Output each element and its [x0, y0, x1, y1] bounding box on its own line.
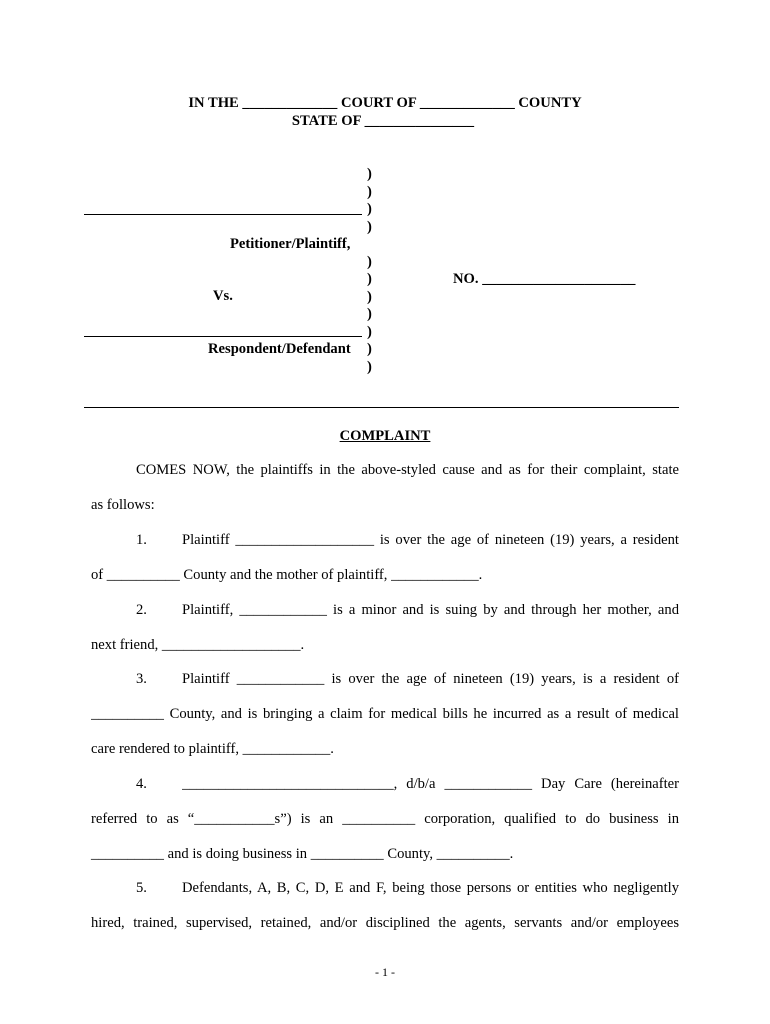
- paragraph-4-line-2: referred to as “___________s”) is an __________ corporation, qualified to do business in: [91, 811, 679, 827]
- state-heading: STATE OF _______________: [291, 113, 475, 129]
- paragraph-4-line-1: _____________________________, d/b/a ____________ Day Care (hereinafter: [182, 776, 679, 792]
- paragraph-number: 1.: [136, 532, 147, 548]
- court-heading: IN THE _____________ COURT OF _____________ COUNTY: [188, 95, 582, 111]
- paragraph-number: 5.: [136, 880, 147, 896]
- respondent-label: Respondent/Defendant: [208, 341, 351, 357]
- petitioner-name-line: [84, 214, 362, 215]
- paragraph-number: 4.: [136, 776, 147, 792]
- page-number: - 1 -: [375, 965, 395, 979]
- paragraph-3-line-2: __________ County, and is bringing a claim for medical bills he incurred as a result of medical: [91, 706, 679, 722]
- paragraph-2-line-1: Plaintiff, ____________ is a minor and is suing by and through her mother, and: [182, 602, 679, 618]
- document-title: COMPLAINT: [339, 428, 431, 444]
- paragraph-1-line-2: of __________ County and the mother of plaintiff, ____________.: [91, 567, 483, 583]
- paragraph-3-line-3: care rendered to plaintiff, ____________.: [91, 741, 334, 757]
- caption-paren: ): [367, 341, 372, 357]
- caption-paren: ): [367, 324, 372, 340]
- respondent-name-line: [84, 336, 362, 337]
- paragraph-number: 3.: [136, 671, 147, 687]
- paragraph-2-line-2: next friend, ___________________.: [91, 637, 305, 653]
- paragraph-3-line-1: Plaintiff ____________ is over the age of nineteen (19) years, is a resident of: [182, 671, 679, 687]
- caption-paren: ): [367, 359, 372, 375]
- petitioner-label: Petitioner/Plaintiff,: [230, 236, 351, 252]
- caption-paren: ): [367, 201, 372, 217]
- caption-paren: ): [367, 219, 372, 235]
- paragraph-5-line-1: Defendants, A, B, C, D, E and F, being those persons or entities who negligently: [182, 880, 679, 896]
- paragraph-4-line-3: __________ and is doing business in __________ County, __________.: [91, 846, 514, 862]
- caption-paren: ): [367, 166, 372, 182]
- paragraph-5-line-2: hired, trained, supervised, retained, and/or disciplined the agents, servants and/or employees: [91, 915, 679, 931]
- caption-paren: ): [367, 306, 372, 322]
- caption-divider: [84, 407, 679, 408]
- caption-paren: ): [367, 289, 372, 305]
- paragraph-number: 2.: [136, 602, 147, 618]
- caption-paren: ): [367, 271, 372, 287]
- case-number: NO. _____________________: [453, 271, 636, 287]
- paragraph-1-line-1: Plaintiff ___________________ is over the age of nineteen (19) years, a resident: [182, 532, 679, 548]
- caption-paren: ): [367, 184, 372, 200]
- intro-line-1: COMES NOW, the plaintiffs in the above-styled cause and as for their complaint, state: [136, 462, 679, 478]
- vs-label: Vs.: [213, 288, 233, 304]
- caption-paren: ): [367, 254, 372, 270]
- intro-line-2: as follows:: [91, 497, 155, 513]
